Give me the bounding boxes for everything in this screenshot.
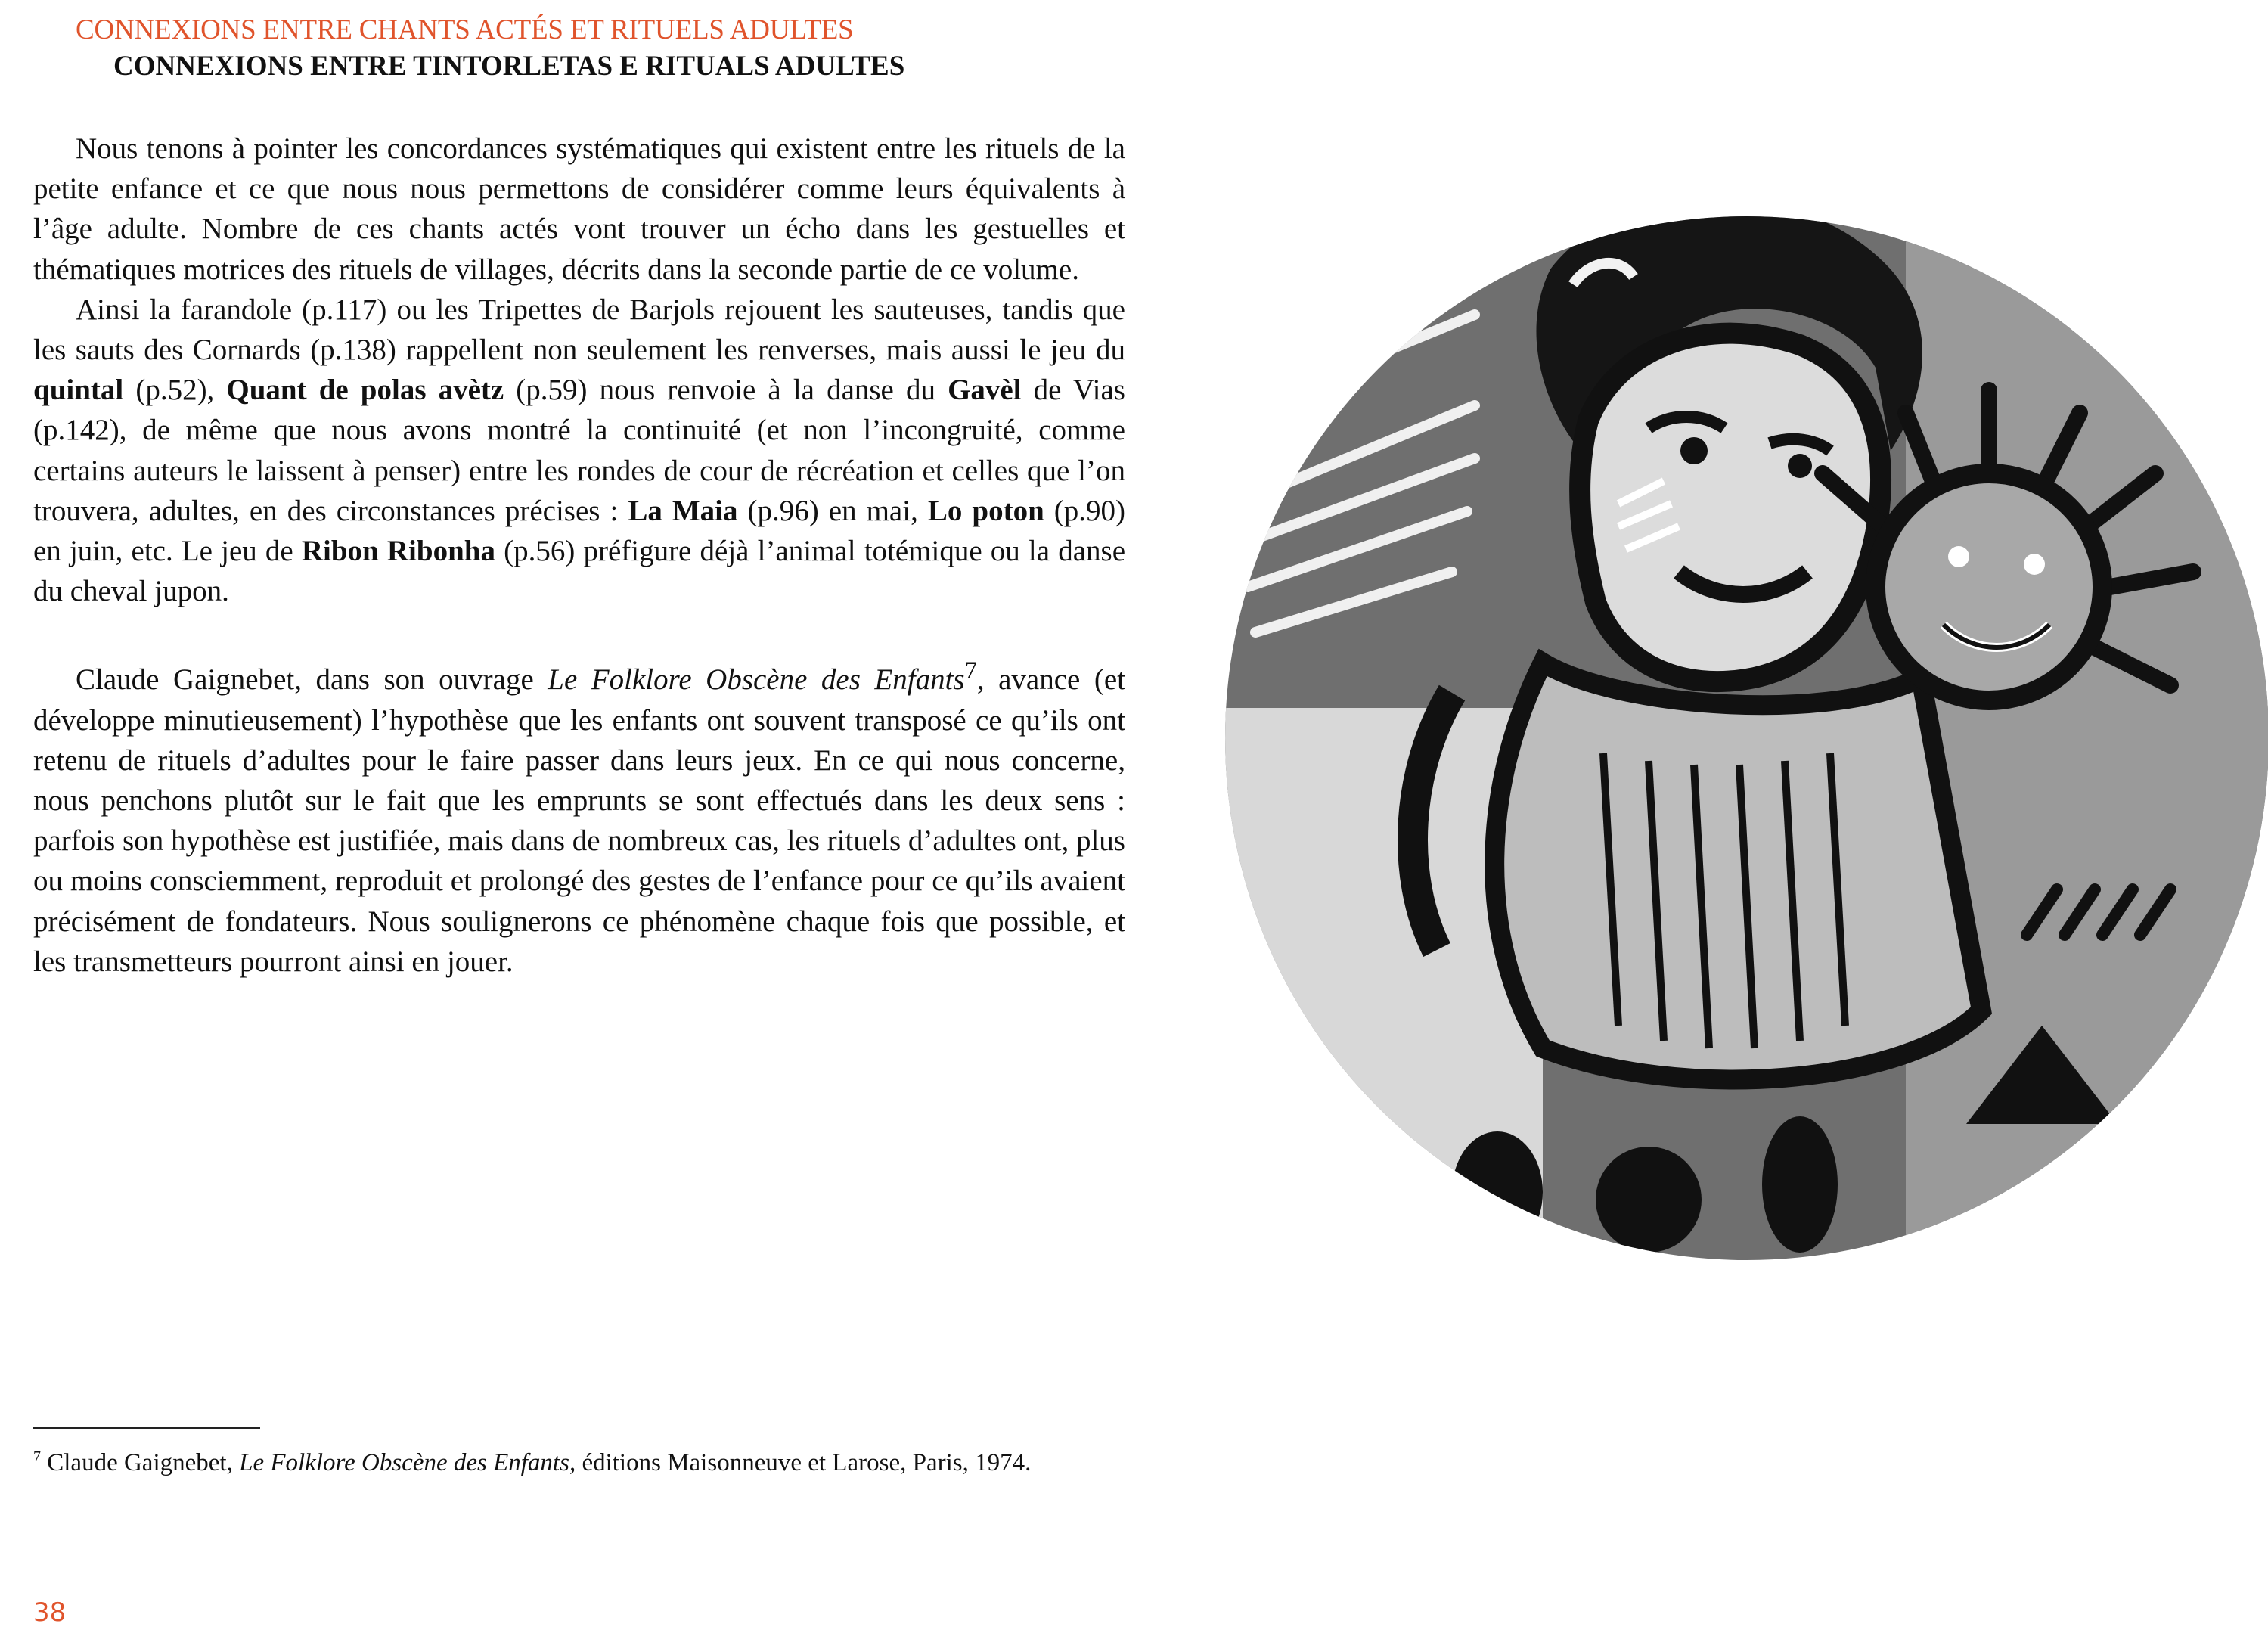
footnote-ref: 7 bbox=[964, 657, 977, 685]
text-run: Ainsi la farandole (p.117) ou les Tripettes de Barjols rejouent les sauteuses, tandis que les sauts des Cornards (p.138) rappellent non seulement les renverses, mais aussi le jeu du bbox=[33, 293, 1125, 367]
italic-title: Le Folklore Obscène des Enfants, bbox=[239, 1449, 576, 1476]
page-number: 38 bbox=[33, 1597, 67, 1628]
page-title-occitan: CONNEXIONS ENTRE TINTORLETAS E RITUALS ADULTES bbox=[113, 51, 905, 82]
text-run: de Vias (p.142), de même que nous avons montré la continuité (et non l’incongruité, comme certains auteurs le laissent à penser) entre les rondes de cour de récréation et celles que l’on trouvera, adultes, en des circonstances précises : bbox=[33, 374, 1125, 527]
paragraph-1: Nous tenons à pointer les concordances systématiques qui existent entre les rituels de la petite enfance et ce que nous nous permettons de considérer comme leurs équivalents à l’âge adulte. Nombre de ces chants actés vont trouver un écho dans les gestuelles et thématiques motrices des rituels de villages, décrits dans la seconde partie de ce volume. bbox=[33, 132, 1125, 286]
text-run: Claude Gaignebet, bbox=[41, 1449, 240, 1476]
paragraph-3 bbox=[33, 651, 1125, 982]
bold-term: quintal bbox=[33, 374, 124, 407]
text-run: , avance (et développe minutieusement) l’hypothèse que les enfants ont souvent transposé ce qu’ils ont retenu de rituels d’adultes pour le faire passer dans leurs jeux. En ce qui nous concerne, nous penchons plutôt sur le fait que les emprunts se sont effectués dans les deux sens : parfois son hypothèse est justifiée, mais dans de nombreux cas, les rituels d’adultes ont, plus ou moins consciemment, reproduit et prolongé des gestes de l’enfance pour ce qu’ils avaient précisément de fondateurs. Nous soulignerons ce phénomène chaque fois que possible, et les transmetteurs pourront ainsi en jouer. bbox=[33, 663, 1125, 978]
bold-term: La Maia bbox=[628, 494, 738, 527]
text-run: (p.90) en juin, etc. Le jeu de bbox=[33, 494, 1126, 568]
text-run: (p.52), bbox=[123, 374, 227, 407]
page-title-french: CONNEXIONS ENTRE CHANTS ACTÉS ET RITUELS ADULTES bbox=[76, 14, 854, 45]
paragraph-2 bbox=[33, 290, 1125, 612]
text-run: éditions Maisonneuve et Larose, Paris, 1974. bbox=[576, 1449, 1032, 1476]
italic-title: Le Folklore Obscène des Enfants bbox=[548, 663, 965, 697]
footnote bbox=[33, 1439, 1125, 1481]
bold-term: Ribon Ribonha bbox=[301, 535, 495, 568]
text-run: Claude Gaignebet, dans son ouvrage bbox=[76, 663, 548, 697]
woodcut-illustration bbox=[1225, 178, 2268, 1283]
bold-term: Quant de polas avètz bbox=[226, 374, 504, 407]
bold-term: Gavèl bbox=[948, 374, 1022, 407]
footnote-number: 7 bbox=[33, 1448, 41, 1465]
body-text bbox=[33, 129, 1125, 982]
bold-term: Lo poton bbox=[927, 494, 1044, 527]
text-run: (p.59) nous renvoie à la danse du bbox=[504, 374, 948, 407]
footnote-divider bbox=[33, 1427, 260, 1429]
text-run: (p.56) préfigure déjà l’animal totémique ou la danse du cheval jupon. bbox=[33, 535, 1126, 608]
text-run: (p.96) en mai, bbox=[737, 494, 928, 527]
